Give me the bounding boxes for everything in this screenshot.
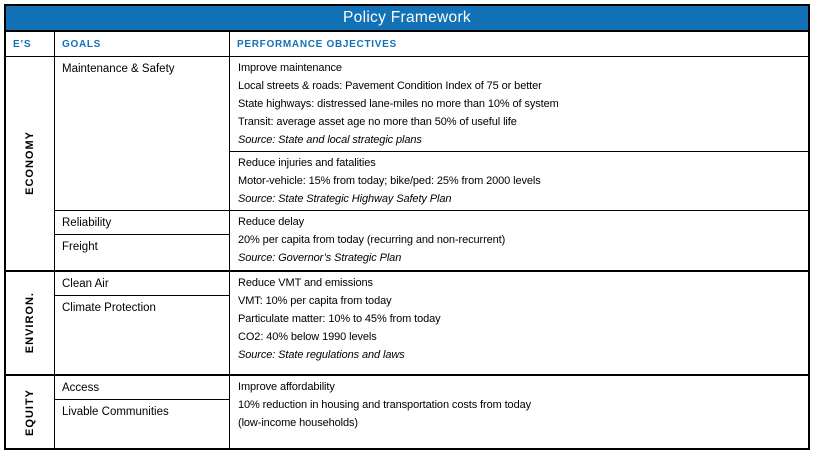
source-line: Source: State Strategic Highway Safety Plan: [238, 193, 452, 205]
objective-line: State highways: distressed lane-miles no more than 10% of system: [238, 98, 559, 110]
objectives-column: [230, 272, 808, 375]
goals-column: [55, 57, 230, 210]
objectives-column: [230, 211, 808, 270]
objective-line: 10% reduction in housing and transportation costs from today: [238, 399, 532, 412]
objective-block: [230, 57, 808, 151]
goal-group: [55, 57, 808, 210]
objective-line: 20% per capita from today (recurring and non-recurrent): [238, 234, 506, 246]
col-header-goals: GOALS: [55, 32, 230, 56]
goal-groups: [55, 272, 808, 375]
objective-line: VMT: 10% per capita from today: [238, 294, 392, 307]
section-environ: [6, 270, 808, 375]
category-cell: [6, 376, 55, 448]
objective-line: Improve affordability: [238, 381, 335, 394]
objective-line: Reduce injuries and fatalities: [238, 157, 376, 169]
source-line: Source: State and local strategic plans: [238, 134, 422, 146]
objective-block: [230, 151, 808, 210]
objective-line: Improve maintenance: [238, 62, 342, 74]
goal-cell: Freight: [55, 234, 229, 270]
category-label: ECONOMY: [24, 131, 36, 196]
objective-block: [230, 211, 808, 270]
goals-column: [55, 211, 230, 270]
objective-block: [230, 272, 808, 375]
category-label: ENVIRON.: [24, 292, 36, 354]
objective-block: [230, 376, 808, 448]
goal-groups: [55, 376, 808, 448]
section-equity: [6, 374, 808, 448]
goal-group: [55, 210, 808, 270]
section-economy: [6, 57, 808, 270]
goal-cell: Clean Air: [62, 277, 109, 290]
goals-column: [55, 376, 230, 448]
goal-cell: Climate Protection: [55, 295, 229, 375]
goal-group: [55, 272, 808, 375]
category-cell: [6, 272, 55, 375]
table-title: Policy Framework: [6, 6, 808, 32]
goal-groups: [55, 57, 808, 270]
category-cell: [6, 57, 55, 270]
objective-line: Transit: average asset age no more than 50% of useful life: [238, 116, 517, 128]
table-body: [6, 57, 808, 448]
source-line: Source: Governor’s Strategic Plan: [238, 252, 402, 264]
goal-cell: Access: [62, 382, 100, 395]
goal-cell: Reliability: [62, 217, 112, 229]
goals-column: [55, 272, 230, 375]
goal-cell: Livable Communities: [55, 399, 229, 448]
column-header-row: [6, 32, 808, 57]
objectives-column: [230, 57, 808, 210]
objective-line: (low-income households): [238, 417, 358, 430]
goal-group: [55, 376, 808, 448]
objective-line: Motor-vehicle: 15% from today; bike/ped: 25% from 2000 levels: [238, 175, 541, 187]
objective-line: Particulate matter: 10% to 45% from today: [238, 312, 441, 325]
objective-line: CO2: 40% below 1990 levels: [238, 330, 377, 343]
col-header-performance-objectives: PERFORMANCE OBJECTIVES: [237, 38, 397, 50]
objective-line: Reduce VMT and emissions: [238, 276, 373, 289]
category-label: EQUITY: [24, 388, 36, 436]
objective-line: Local streets & roads: Pavement Condition Index of 75 or better: [238, 80, 542, 92]
col-header-es: E’S: [6, 32, 55, 56]
goal-cell: Maintenance & Safety: [62, 63, 175, 75]
policy-framework-table: [4, 4, 810, 450]
objectives-column: [230, 376, 808, 448]
source-line: Source: State regulations and laws: [238, 348, 405, 361]
objective-line: Reduce delay: [238, 216, 305, 228]
